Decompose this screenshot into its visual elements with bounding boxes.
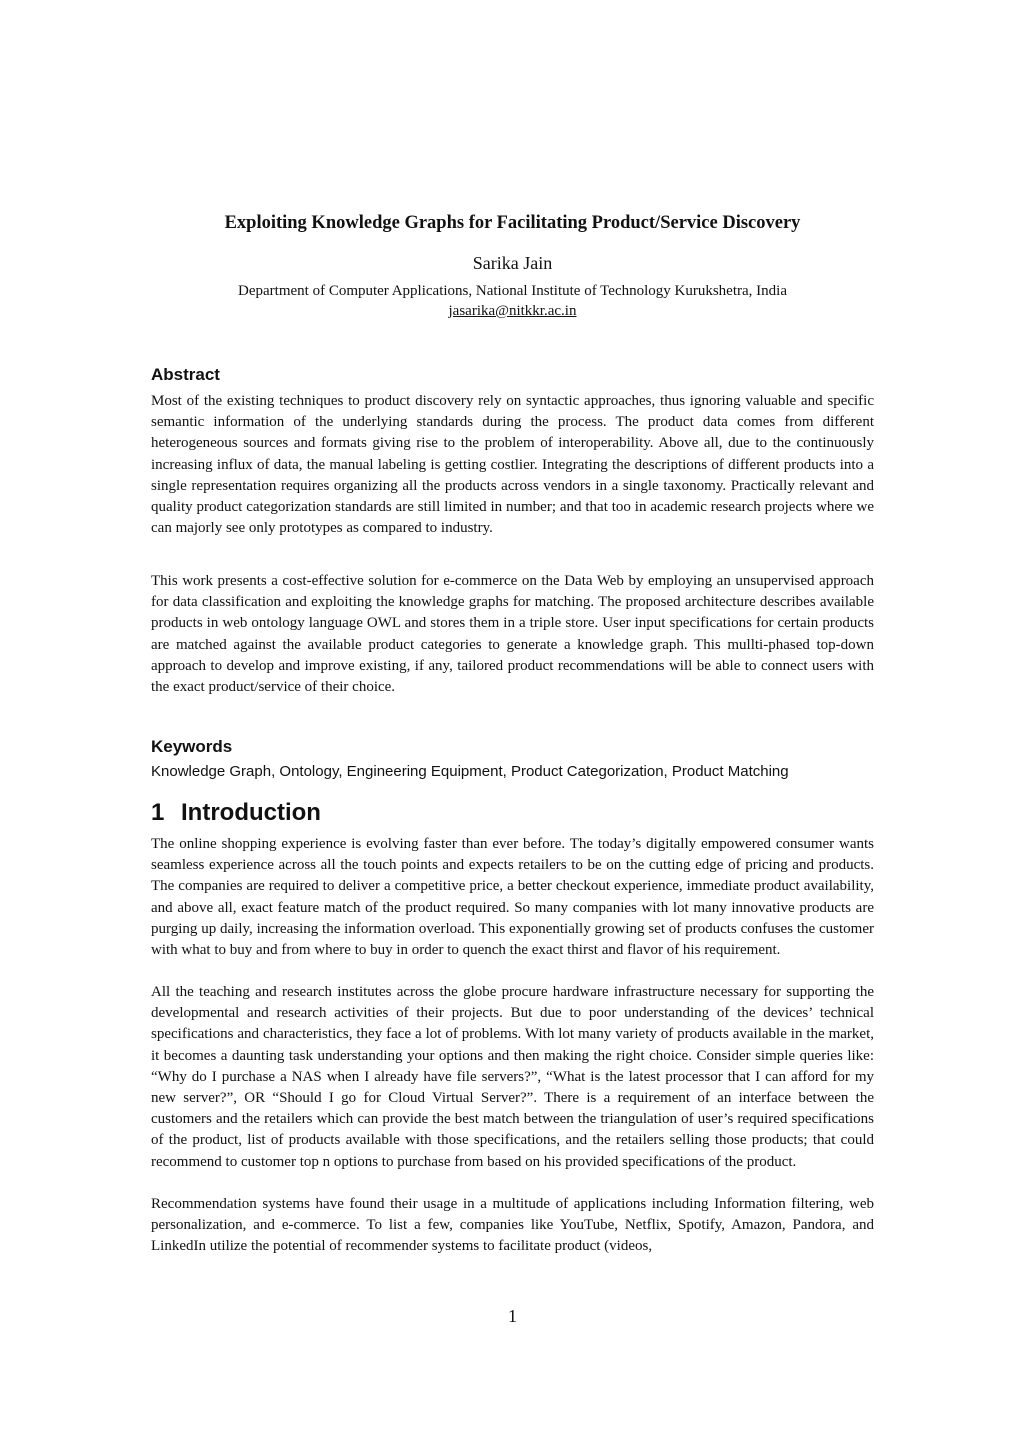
section-title: Introduction	[181, 799, 321, 826]
affiliation: Department of Computer Applications, National Institute of Technology Kurukshetra, India	[238, 283, 787, 299]
page-number: 1	[508, 1306, 517, 1326]
author-name: Sarika Jain	[472, 253, 553, 273]
author-email-link[interactable]: jasarika@nitkkr.ac.in	[448, 303, 577, 319]
section-number: 1	[151, 799, 165, 826]
paper-page	[151, 0, 874, 1448]
intro-paragraph-2: All the teaching and research institutes across the globe procure hardware infrastructure necessary for supporting the developmental and research activities of their projects. But due to poor understanding of the devices’ technical specifications and characteristics, they face a lot of problems. With lot many variety of products available in the market, it becomes a daunting task understanding your options and then making the right choice. Consider simple queries like: “Why do I purchase a NAS when I already have file servers?”, “What is the latest processor that I can afford for my new server?”, OR “Should I go for Cloud Virtual Server?”. There is a requirement of an interface between the customers and the retailers which can provide the best match between the triangulation of user’s required specifications of the product, list of products available with those specifications, and the retailers selling those products; that could recommend to customer top n options to purchase from based on his provided specifications of the product.	[151, 984, 874, 1170]
abstract-paragraph-1: Most of the existing techniques to product discovery rely on syntactic approaches, thus ignoring valuable and specific semantic information of the underlying standards during the process. The product data comes from different heterogeneous sources and formats giving rise to the problem of interoperability. Above all, due to the continuously increasing influx of data, the manual labeling is getting costlier. Integrating the descriptions of different products into a single representation requires organizing all the products across vendors in a single taxonomy. Practically relevant and quality product categorization standards are still limited in number; and that too in academic research projects where we can majorly see only prototypes as compared to industry.	[151, 393, 874, 537]
keywords-list: Knowledge Graph, Ontology, Engineering Equipment, Product Categorization, Product Matching	[151, 763, 789, 780]
abstract-paragraph-2: This work presents a cost-effective solution for e-commerce on the Data Web by employing an unsupervised approach for data classification and exploiting the knowledge graphs for matching. The proposed architecture describes available products in web ontology language OWL and stores them in a triple store. User input specifications for certain products are matched against the available product categories to generate a knowledge graph. This mullti-phased top-down approach to develop and improve existing, if any, tailored product recommendations will be able to connect users with the exact product/service of their choice.	[151, 573, 874, 696]
intro-paragraph-1: The online shopping experience is evolving faster than ever before. The today’s digitally empowered consumer wants seamless experience across all the touch points and expects retailers to be on the cutting edge of pricing and products. The companies are required to deliver a competitive price, a better checkout experience, immediate product availability, and above all, exact feature match of the product required. So many companies with lot many innovative products are purging up daily, increasing the information overload. This exponentially growing set of products confuses the customer with what to buy and from where to buy in order to quench the exact thirst and flavor of his requirement.	[151, 836, 874, 959]
abstract-heading: Abstract	[151, 365, 220, 384]
author-affiliation-block	[151, 281, 874, 321]
paper-title: Exploiting Knowledge Graphs for Facilitating Product/Service Discovery	[224, 213, 801, 233]
keywords-heading: Keywords	[151, 737, 233, 756]
intro-paragraph-3: Recommendation systems have found their usage in a multitude of applications including Information filtering, web personalization, and e-commerce. To list a few, companies like YouTube, Netflix, Spotify, Amazon, Pandora, and LinkedIn utilize the potential of recommender systems to facilitate product (videos,	[151, 1196, 874, 1255]
section-heading-introduction	[151, 799, 321, 827]
